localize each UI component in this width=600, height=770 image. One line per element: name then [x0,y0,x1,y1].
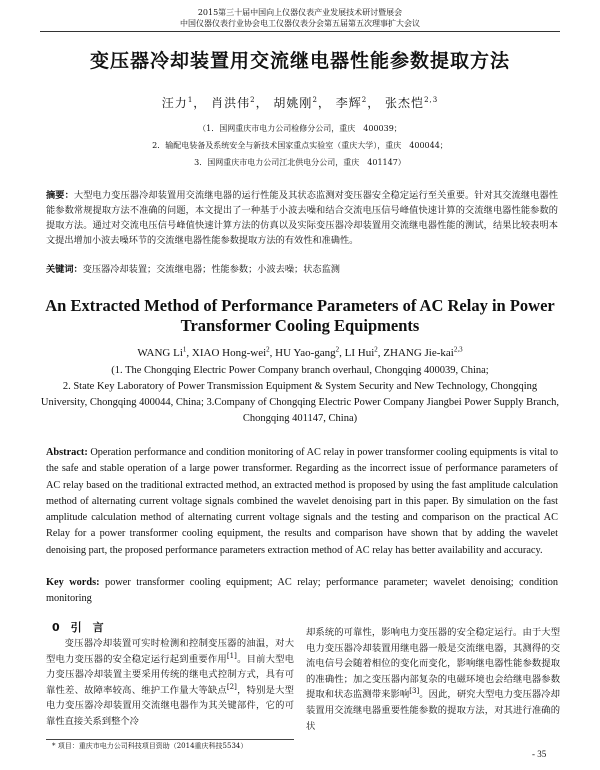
citation-1: [1] [226,651,237,660]
authors-en: WANG Li$^1$, XIAO Hong-wei$^2$, HU Yao-gang$^2$, LI Hui$^2$, ZHANG Jie-kai$^{2,3}$ [137,345,463,359]
title-en-line1: An Extracted Method of Performance Parameters of AC Relay in Power [45,296,555,315]
author-en-3: HU Yao-gang [275,347,336,359]
abstract-cn [46,188,558,248]
keywords-cn-label: 关键词： [46,264,83,275]
body-left-column: 变压器冷却装置可实时检测和控制变压器的油温，对大型电力变压器的安全稳定运行起到重要作用[1]。目前大型电力变压器冷却装置主要采用传统的继电式控制方式，具有可靠性差、故障率较高、维护工作量大等缺点[2]，特别是大型电力变压器冷却装置用交流继电器作为其关键部件，它的可靠性直接关系到整个冷 [46,638,294,727]
keywords-cn-text: 变压器冷却装置；交流继电器；性能参数；小波去噪；状态监测 [82,264,340,275]
keywords-en-label: Key words: [46,577,100,588]
affiliation-en-2: 2. State Key Laboratory of Power Transmission Equipment & System Security and New Technology, Chongqing [62,381,538,392]
keywords-en-text: power transformer cooling equipment; AC relay; performance parameter; wavelet denoising; condition monitoring [46,577,558,605]
header-divider [40,31,560,32]
author-cn-1: 汪力 [161,96,188,110]
author-cn-5: 张杰恺 [385,96,425,110]
abstract-en-text: Operation performance and condition monitoring of AC relay in power transformer cooling equipments is vital to the safe and stable operation of a large power transformer. Regarding as the incorrect issue of performance parameters of AC relay based on the traditional extracted method, an extracted method is proposed by using the fast amplitude calculation method of alternating current voltage signals combined the wavelet denoising part in this paper. By simulation on the fast amplitude calculation method of alternating current voltage signals and the testing and comparison on the practical AC Relay for a power transformer cooling equipment, the results and comparison have shown that by adding the wavelet denoising part, the proposed performance parameters extraction method of AC relay has better availability and accuracy. [46,447,558,556]
affiliation-cn-2: 2．输配电装备及系统安全与新技术国家重点实验室（重庆大学），重庆 400044； [152,141,448,150]
title-cn: 变压器冷却装置用交流继电器性能参数提取方法 [89,50,510,72]
affiliation-cn-3: 3．国网重庆市电力公司江北供电分公司，重庆 401147） [194,158,406,167]
footnote: * 项目：重庆市电力公司科技项目资助（2014重庆科技5534） [52,742,248,750]
author-en-2: XIAO Hong-wei [191,347,267,359]
authors-cn: 汪力$^1$， 肖洪伟$^2$， 胡姚刚$^2$， 李辉$^2$， 张杰恺$^{2,3}$ [161,96,439,110]
affiliation-en-3: University, Chongqing 400044, China; 3.Company of Chongqing Electric Power Company Jiangbei Power Supply Branch, [40,397,560,408]
author-cn-2: 肖洪伟 [211,96,251,110]
author-en-4: LI Hui [344,347,375,359]
abstract-cn-label: 摘要： [46,190,74,201]
footnote-divider [46,739,294,740]
affiliation-en-1: (1. The Chongqing Electric Power Company branch overhaul, Chongqing 400039, China; [111,365,489,376]
author-cn-3: 胡姚刚 [273,96,313,110]
abstract-en-label: Abstract: [46,447,88,458]
author-cn-4: 李辉 [335,96,362,110]
conference-header-line2: 中国仪器仪表行业协会电工仪器仪表分会第五届第五次理事扩大会议 [180,19,420,28]
citation-3: [3] [409,687,420,696]
author-en-1: WANG Li [137,347,183,359]
affiliation-cn-1: （1．国网重庆市电力公司检修分公司，重庆 400039； [198,124,402,133]
body-right-column: 却系统的可靠性，影响电力变压器的安全稳定运行。由于大型电力变压器冷却装置用继电器一般是交流继电器，其测得的交流电信号会随着相位的变化而变化，影响继电器性能参数提取的准确性；加之变压器内部复杂的电磁环境也会给继电器参数提取和状态监测带来影响[3]。因此，研究大型电力变压器冷却装置用交流继电器重要性能参数的提取方法，对其进行准确的状 [306,627,560,732]
abstract-cn-text: 大型电力变压器冷却装置用交流继电器的运行性能及其状态监测对变压器安全稳定运行至关重要。针对其交流继电器性能参数常规提取方法不准确的问题，本文提出了一种基于小波去噪和结合交流电压信号峰值快速计算的交流继电器性能参数的提取方法。通过对交流电压信号峰值快速计算方法的仿真以及实际变压器冷却装置用交流继电器性能的测试，结果比较表明本文提出增加小波去噪环节的交流继电器性能参数提取方法的有效性和准确性。 [46,190,559,246]
title-en-line2: Transformer Cooling Equipments [180,316,420,335]
conference-header-line1: 2015第三十届中国向上仪器仪表产业发展技术研讨暨展会 [197,8,403,17]
citation-2: [2] [226,682,237,691]
abstract-en [46,445,558,559]
section-heading-intro: 0 引 言 [52,621,104,634]
affiliation-en-4: Chongqing 401147, China) [242,413,358,424]
keywords-en [46,575,558,608]
author-en-5: ZHANG Jie-kai [383,347,454,359]
keywords-cn [46,262,558,277]
page-number: - 35 [532,749,547,759]
